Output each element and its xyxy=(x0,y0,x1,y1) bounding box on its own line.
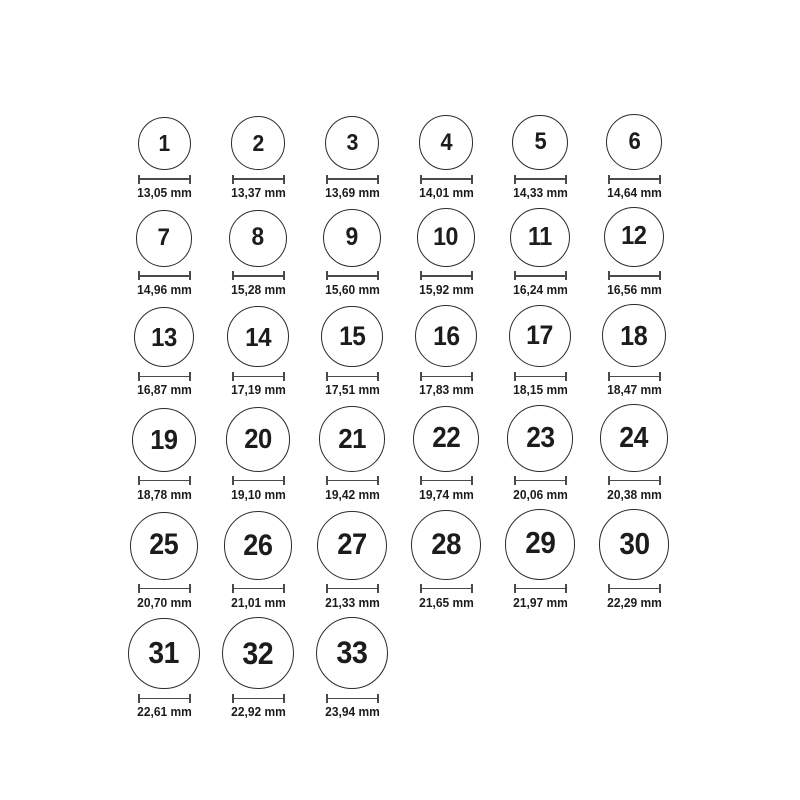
measure-tick-right-icon xyxy=(471,476,473,485)
measure-tick-right-icon xyxy=(659,175,661,184)
ring-item xyxy=(305,406,399,502)
ring-circle xyxy=(231,116,285,170)
diameter-measure-line xyxy=(138,476,191,486)
measure-hline xyxy=(610,588,659,590)
measure-hline xyxy=(328,588,377,590)
measure-hline xyxy=(234,480,283,482)
diameter-measure-line xyxy=(232,584,285,594)
measure-hline xyxy=(140,588,189,590)
measure-tick-right-icon xyxy=(283,372,285,381)
ring-circle xyxy=(417,208,476,267)
diameter-measure-line xyxy=(608,584,661,594)
diameter-measure-line xyxy=(514,371,567,381)
diameter-measure-line xyxy=(232,476,285,486)
diameter-measure-line xyxy=(326,584,379,594)
diameter-measure-line xyxy=(232,174,285,184)
measure-tick-right-icon xyxy=(659,476,661,485)
measure-tick-right-icon xyxy=(283,584,285,593)
ring-circle xyxy=(512,115,567,170)
measure-hline xyxy=(516,376,565,378)
measure-hline xyxy=(516,588,565,590)
ring-item xyxy=(399,208,493,298)
ring-circle xyxy=(132,408,196,472)
ring-size-number: 6 xyxy=(628,127,640,155)
ring-circle xyxy=(419,115,474,170)
ring-circle xyxy=(316,617,389,690)
diameter-label: 19,42 mm xyxy=(324,487,380,502)
diameter-label: 21,01 mm xyxy=(230,595,286,610)
measure-tick-right-icon xyxy=(189,175,191,184)
ring-size-number: 17 xyxy=(526,320,554,351)
ring-size-number: 5 xyxy=(534,128,546,156)
ring-circle xyxy=(600,404,667,471)
ring-circle xyxy=(319,406,384,471)
ring-item xyxy=(493,208,587,298)
measure-hline xyxy=(328,275,377,277)
ring-size-number: 18 xyxy=(620,320,648,351)
diameter-measure-line xyxy=(326,693,379,703)
ring-circle xyxy=(323,209,381,267)
diameter-measure-line xyxy=(232,693,285,703)
diameter-measure-line xyxy=(138,693,191,703)
ring-circle xyxy=(226,407,291,472)
ring-item xyxy=(117,618,211,721)
ring-circle xyxy=(507,405,574,472)
diameter-measure-line xyxy=(514,174,567,184)
measure-tick-right-icon xyxy=(377,271,379,280)
ring-circle xyxy=(510,208,569,267)
ring-size-number: 31 xyxy=(148,635,180,671)
diameter-label: 22,29 mm xyxy=(606,595,662,610)
measure-tick-right-icon xyxy=(565,476,567,485)
diameter-label: 22,61 mm xyxy=(136,705,192,720)
ring-item xyxy=(399,406,493,503)
diameter-measure-line xyxy=(420,271,473,281)
diameter-label: 16,56 mm xyxy=(606,282,662,297)
ring-size-number: 15 xyxy=(338,321,366,352)
ring-circle xyxy=(602,304,666,368)
ring-circle xyxy=(321,306,383,368)
ring-size-number: 26 xyxy=(243,528,273,562)
ring-size-number: 25 xyxy=(149,529,179,562)
measure-hline xyxy=(140,698,189,700)
measure-hline xyxy=(422,480,471,482)
ring-circle xyxy=(134,307,194,367)
diameter-label: 16,24 mm xyxy=(512,282,568,297)
measure-hline xyxy=(328,178,377,180)
measure-tick-right-icon xyxy=(377,476,379,485)
ring-size-number: 8 xyxy=(251,223,265,251)
measure-tick-right-icon xyxy=(659,372,661,381)
ring-item xyxy=(493,509,587,610)
ring-circle xyxy=(138,117,191,170)
ring-size-chart xyxy=(117,114,683,726)
ring-circle xyxy=(229,210,286,267)
ring-item xyxy=(211,511,305,611)
diameter-measure-line xyxy=(326,174,379,184)
ring-item xyxy=(117,210,211,298)
ring-size-number: 23 xyxy=(525,422,555,455)
diameter-measure-line xyxy=(326,271,379,281)
ring-size-number: 30 xyxy=(618,526,650,561)
ring-item xyxy=(399,305,493,398)
ring-size-number: 9 xyxy=(345,223,359,252)
ring-size-number: 19 xyxy=(150,423,178,455)
measure-tick-right-icon xyxy=(659,271,661,280)
measure-hline xyxy=(422,376,471,378)
diameter-label: 19,74 mm xyxy=(418,487,474,502)
measure-hline xyxy=(234,376,283,378)
diameter-measure-line xyxy=(514,584,567,594)
measure-hline xyxy=(610,178,659,180)
ring-item xyxy=(305,617,399,721)
ring-item xyxy=(211,210,305,298)
measure-tick-right-icon xyxy=(565,175,567,184)
measure-tick-right-icon xyxy=(471,584,473,593)
diameter-measure-line xyxy=(138,271,191,281)
measure-tick-right-icon xyxy=(189,694,191,703)
diameter-label: 17,83 mm xyxy=(418,383,474,398)
ring-size-number: 16 xyxy=(432,320,460,351)
ring-item xyxy=(587,509,681,611)
measure-hline xyxy=(234,275,283,277)
ring-item xyxy=(117,307,211,398)
measure-hline xyxy=(516,275,565,277)
ring-size-number: 27 xyxy=(337,528,367,562)
diameter-label: 13,37 mm xyxy=(230,186,286,201)
measure-hline xyxy=(140,178,189,180)
measure-hline xyxy=(234,588,283,590)
ring-item xyxy=(211,306,305,398)
measure-hline xyxy=(234,698,283,700)
diameter-measure-line xyxy=(138,584,191,594)
measure-tick-right-icon xyxy=(377,175,379,184)
diameter-measure-line xyxy=(232,371,285,381)
diameter-measure-line xyxy=(326,371,379,381)
ring-item xyxy=(117,512,211,611)
measure-hline xyxy=(328,698,377,700)
measure-tick-right-icon xyxy=(283,271,285,280)
ring-circle xyxy=(599,509,670,580)
measure-hline xyxy=(516,178,565,180)
ring-size-number: 33 xyxy=(336,635,368,671)
measure-tick-right-icon xyxy=(189,476,191,485)
diameter-label: 19,10 mm xyxy=(230,487,286,502)
diameter-measure-line xyxy=(608,271,661,281)
ring-size-number: 7 xyxy=(157,224,171,252)
diameter-measure-line xyxy=(420,174,473,184)
diameter-measure-line xyxy=(608,371,661,381)
ring-item xyxy=(587,114,681,201)
measure-hline xyxy=(140,480,189,482)
diameter-measure-line xyxy=(420,476,473,486)
measure-tick-right-icon xyxy=(283,476,285,485)
measure-hline xyxy=(610,480,659,482)
ring-item xyxy=(587,207,681,298)
ring-size-number: 13 xyxy=(151,322,177,353)
diameter-measure-line xyxy=(138,174,191,184)
measure-hline xyxy=(328,480,377,482)
ring-size-number: 2 xyxy=(252,129,264,156)
diameter-measure-line xyxy=(608,174,661,184)
measure-tick-right-icon xyxy=(377,372,379,381)
ring-circle xyxy=(224,511,293,580)
diameter-label: 14,64 mm xyxy=(606,186,662,201)
ring-size-number: 14 xyxy=(245,321,271,352)
measure-tick-right-icon xyxy=(565,372,567,381)
measure-tick-right-icon xyxy=(565,584,567,593)
ring-item xyxy=(117,117,211,201)
measure-tick-right-icon xyxy=(189,372,191,381)
measure-hline xyxy=(422,588,471,590)
ring-circle xyxy=(222,617,294,689)
ring-size-number: 12 xyxy=(621,222,647,251)
measure-tick-right-icon xyxy=(471,175,473,184)
diameter-measure-line xyxy=(232,271,285,281)
ring-size-grid xyxy=(117,114,683,726)
diameter-label: 15,92 mm xyxy=(418,282,474,297)
diameter-label: 22,92 mm xyxy=(230,705,286,720)
diameter-label: 18,47 mm xyxy=(606,383,662,398)
diameter-measure-line xyxy=(138,371,191,381)
ring-circle xyxy=(136,210,193,267)
diameter-label: 13,05 mm xyxy=(136,186,192,201)
diameter-label: 14,96 mm xyxy=(136,282,192,297)
diameter-measure-line xyxy=(514,271,567,281)
diameter-label: 13,69 mm xyxy=(324,186,380,201)
ring-size-number: 29 xyxy=(524,527,556,561)
ring-item xyxy=(399,510,493,611)
measure-tick-right-icon xyxy=(377,584,379,593)
ring-item xyxy=(211,617,305,720)
diameter-measure-line xyxy=(420,371,473,381)
ring-circle xyxy=(317,511,386,580)
diameter-measure-line xyxy=(326,476,379,486)
ring-item xyxy=(117,408,211,503)
measure-hline xyxy=(610,376,659,378)
diameter-label: 20,38 mm xyxy=(606,487,662,502)
measure-tick-right-icon xyxy=(283,694,285,703)
diameter-label: 14,01 mm xyxy=(418,186,474,201)
diameter-label: 20,70 mm xyxy=(136,595,192,610)
ring-circle xyxy=(606,114,662,170)
ring-circle xyxy=(505,509,575,579)
ring-item xyxy=(305,306,399,399)
diameter-label: 17,19 mm xyxy=(230,383,286,398)
ring-size-number: 1 xyxy=(158,130,170,157)
measure-tick-right-icon xyxy=(189,271,191,280)
measure-tick-right-icon xyxy=(471,271,473,280)
ring-circle xyxy=(411,510,481,580)
measure-tick-right-icon xyxy=(471,372,473,381)
diameter-label: 15,28 mm xyxy=(230,282,286,297)
measure-tick-right-icon xyxy=(565,271,567,280)
ring-size-number: 11 xyxy=(528,222,552,251)
ring-item xyxy=(305,209,399,298)
measure-hline xyxy=(610,275,659,277)
ring-size-number: 32 xyxy=(242,635,274,671)
diameter-label: 21,65 mm xyxy=(418,595,474,610)
measure-hline xyxy=(140,275,189,277)
measure-tick-right-icon xyxy=(283,175,285,184)
ring-size-number: 3 xyxy=(346,129,358,156)
diameter-label: 17,51 mm xyxy=(324,383,380,398)
ring-circle xyxy=(415,305,477,367)
diameter-label: 21,33 mm xyxy=(324,595,380,610)
diameter-label: 18,78 mm xyxy=(136,487,192,502)
diameter-label: 14,33 mm xyxy=(512,186,568,201)
ring-circle xyxy=(509,305,572,368)
ring-item xyxy=(493,305,587,399)
ring-circle xyxy=(227,306,288,367)
measure-hline xyxy=(422,178,471,180)
measure-hline xyxy=(422,275,471,277)
ring-size-number: 20 xyxy=(244,423,272,455)
measure-tick-right-icon xyxy=(659,584,661,593)
diameter-label: 21,97 mm xyxy=(512,595,568,610)
ring-circle xyxy=(413,406,479,472)
ring-size-number: 21 xyxy=(338,422,366,454)
ring-item xyxy=(211,407,305,503)
ring-size-number: 22 xyxy=(431,422,461,455)
diameter-label: 15,60 mm xyxy=(324,282,380,297)
ring-item xyxy=(493,405,587,503)
diameter-measure-line xyxy=(514,476,567,486)
diameter-label: 16,87 mm xyxy=(136,383,192,398)
ring-item xyxy=(305,511,399,611)
diameter-measure-line xyxy=(420,584,473,594)
measure-hline xyxy=(140,376,189,378)
ring-item xyxy=(587,404,681,502)
ring-circle xyxy=(130,512,198,580)
ring-item xyxy=(211,116,305,201)
ring-size-number: 24 xyxy=(619,421,649,454)
diameter-measure-line xyxy=(608,476,661,486)
ring-size-number: 28 xyxy=(431,527,461,561)
measure-tick-right-icon xyxy=(377,694,379,703)
ring-circle xyxy=(128,618,200,690)
measure-hline xyxy=(328,376,377,378)
ring-circle xyxy=(325,116,379,170)
ring-item xyxy=(305,116,399,201)
measure-hline xyxy=(516,480,565,482)
ring-item xyxy=(587,304,681,399)
diameter-label: 18,15 mm xyxy=(512,383,568,398)
ring-item xyxy=(399,115,493,201)
ring-item xyxy=(493,115,587,201)
ring-size-number: 10 xyxy=(433,223,459,252)
ring-circle xyxy=(604,207,664,267)
ring-size-number: 4 xyxy=(440,128,452,155)
measure-hline xyxy=(234,178,283,180)
measure-tick-right-icon xyxy=(189,584,191,593)
diameter-label: 20,06 mm xyxy=(512,487,568,502)
diameter-label: 23,94 mm xyxy=(324,705,380,720)
